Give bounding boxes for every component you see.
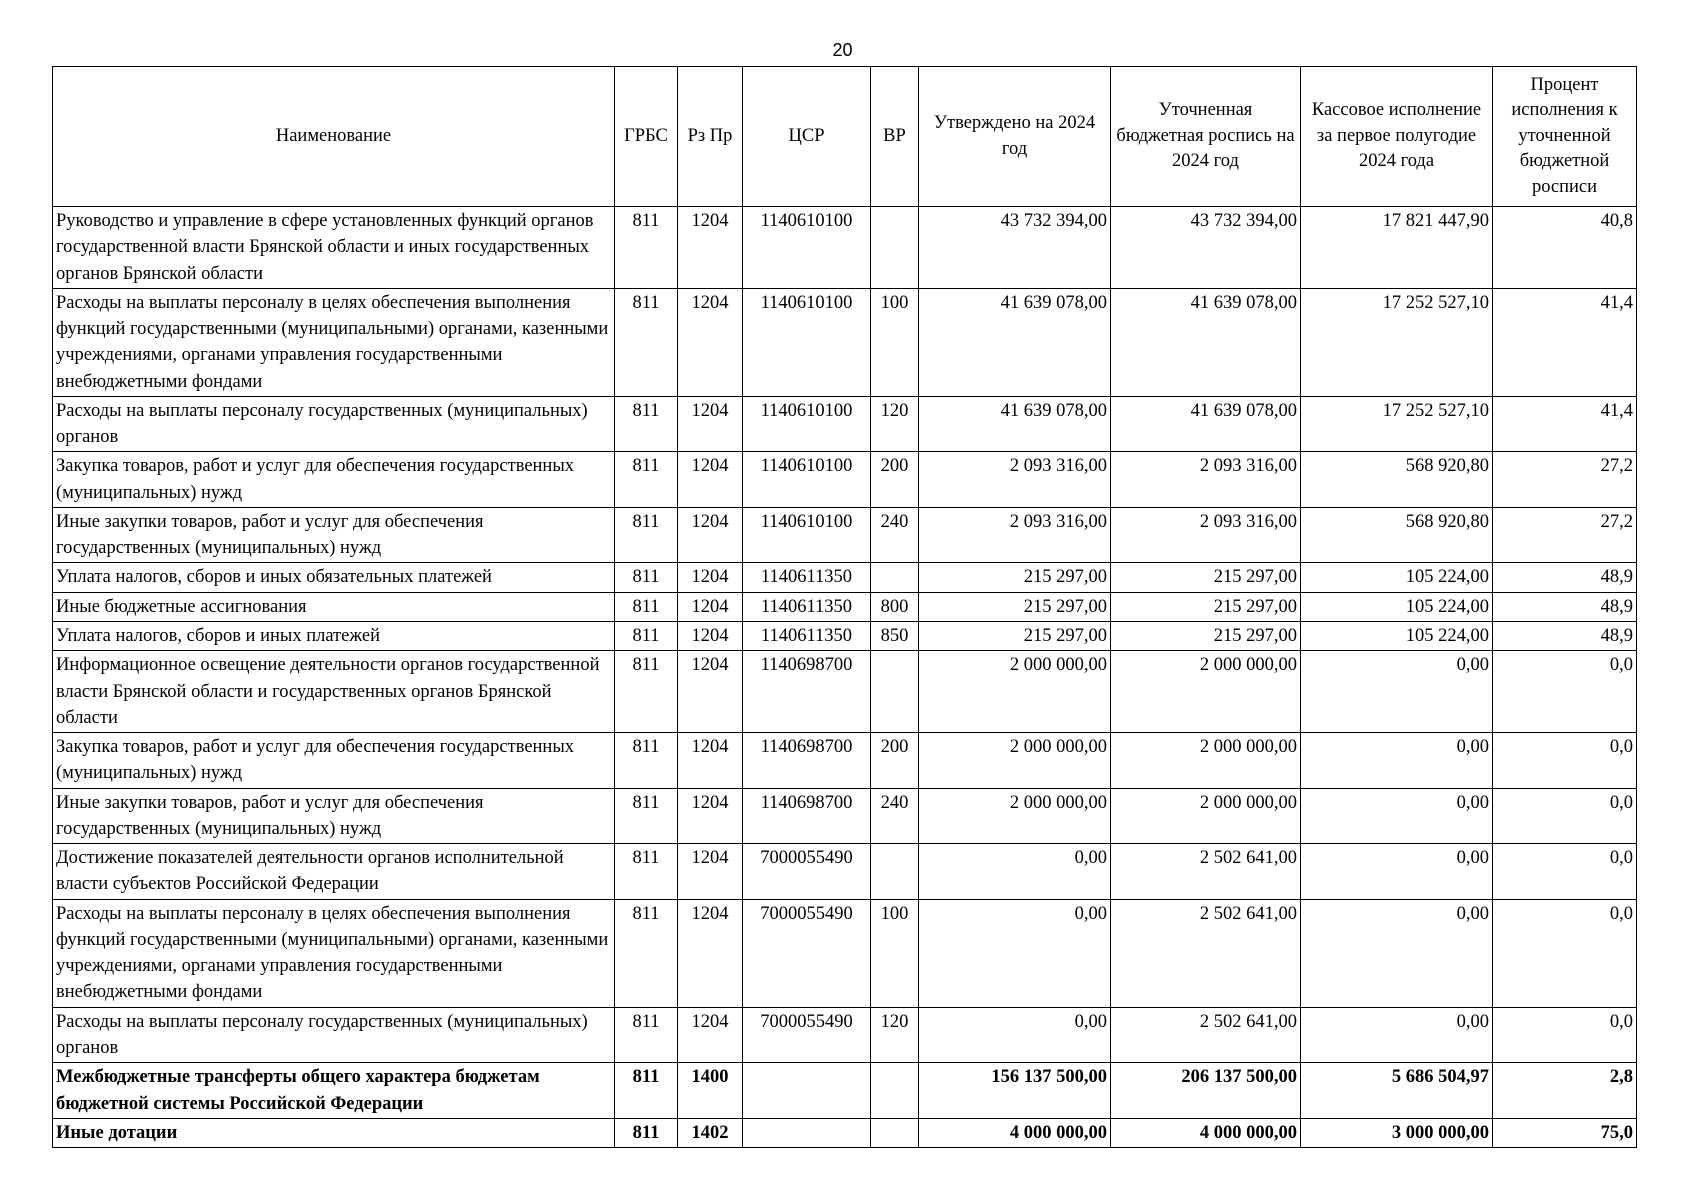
cell-grbs: 811 xyxy=(615,452,678,508)
cell-percent: 0,0 xyxy=(1493,788,1637,844)
cell-cash: 5 686 504,97 xyxy=(1301,1063,1493,1119)
table-row xyxy=(53,207,1637,289)
cell-approved: 0,00 xyxy=(919,899,1111,1007)
cell-vr xyxy=(871,844,919,900)
cell-refined: 2 502 641,00 xyxy=(1111,899,1301,1007)
cell-cash: 0,00 xyxy=(1301,733,1493,789)
cell-grbs: 811 xyxy=(615,396,678,452)
cell-cash: 0,00 xyxy=(1301,651,1493,733)
header-refined: Уточненная бюджетная роспись на 2024 год xyxy=(1111,67,1301,207)
cell-cash: 568 920,80 xyxy=(1301,452,1493,508)
table-row xyxy=(53,288,1637,396)
cell-name: Расходы на выплаты персоналу государственных (муниципальных) органов xyxy=(53,1007,615,1063)
cell-refined: 2 093 316,00 xyxy=(1111,507,1301,563)
cell-cash: 568 920,80 xyxy=(1301,507,1493,563)
table-row xyxy=(53,396,1637,452)
cell-approved: 2 000 000,00 xyxy=(919,733,1111,789)
cell-vr: 100 xyxy=(871,288,919,396)
cell-name: Иные дотации xyxy=(53,1118,615,1147)
cell-vr: 200 xyxy=(871,733,919,789)
cell-grbs: 811 xyxy=(615,1063,678,1119)
cell-approved: 215 297,00 xyxy=(919,563,1111,592)
cell-grbs: 811 xyxy=(615,733,678,789)
header-name: Наименование xyxy=(53,67,615,207)
cell-name: Уплата налогов, сборов и иных обязательных платежей xyxy=(53,563,615,592)
header-rzpr: Рз Пр xyxy=(678,67,743,207)
cell-rzpr: 1204 xyxy=(678,733,743,789)
cell-cash: 105 224,00 xyxy=(1301,621,1493,650)
cell-name: Руководство и управление в сфере установленных функций органов государственной власти Брянской области и иных государственных органов Брянской области xyxy=(53,207,615,289)
cell-name: Иные закупки товаров, работ и услуг для обеспечения государственных (муниципальных) нужд xyxy=(53,507,615,563)
cell-refined: 2 000 000,00 xyxy=(1111,788,1301,844)
cell-percent: 41,4 xyxy=(1493,396,1637,452)
cell-vr: 850 xyxy=(871,621,919,650)
cell-percent: 0,0 xyxy=(1493,899,1637,1007)
header-cash: Кассовое исполнение за первое полугодие 2024 года xyxy=(1301,67,1493,207)
cell-cash: 0,00 xyxy=(1301,899,1493,1007)
cell-vr: 240 xyxy=(871,788,919,844)
cell-refined: 2 093 316,00 xyxy=(1111,452,1301,508)
cell-name: Уплата налогов, сборов и иных платежей xyxy=(53,621,615,650)
cell-rzpr: 1204 xyxy=(678,452,743,508)
cell-grbs: 811 xyxy=(615,651,678,733)
cell-csr: 1140698700 xyxy=(743,733,871,789)
cell-approved: 4 000 000,00 xyxy=(919,1118,1111,1147)
cell-csr: 1140610100 xyxy=(743,288,871,396)
cell-percent: 27,2 xyxy=(1493,507,1637,563)
budget-table xyxy=(52,66,1637,1148)
cell-cash: 0,00 xyxy=(1301,844,1493,900)
cell-percent: 0,0 xyxy=(1493,1007,1637,1063)
cell-csr: 7000055490 xyxy=(743,844,871,900)
cell-csr xyxy=(743,1118,871,1147)
cell-percent: 48,9 xyxy=(1493,621,1637,650)
cell-refined: 2 502 641,00 xyxy=(1111,844,1301,900)
cell-name: Расходы на выплаты персоналу в целях обеспечения выполнения функций государственными (муниципальными) органами, казенными учреждениями, органами управления государственными внебюджетными фондами xyxy=(53,288,615,396)
cell-rzpr: 1204 xyxy=(678,563,743,592)
cell-percent: 75,0 xyxy=(1493,1118,1637,1147)
table-row xyxy=(53,733,1637,789)
cell-name: Расходы на выплаты персоналу в целях обеспечения выполнения функций государственными (муниципальными) органами, казенными учреждениями, органами управления государственными внебюджетными фондами xyxy=(53,899,615,1007)
cell-rzpr: 1204 xyxy=(678,1007,743,1063)
cell-approved: 0,00 xyxy=(919,844,1111,900)
cell-name: Иные бюджетные ассигнования xyxy=(53,592,615,621)
cell-csr: 1140610100 xyxy=(743,507,871,563)
cell-name: Закупка товаров, работ и услуг для обеспечения государственных (муниципальных) нужд xyxy=(53,452,615,508)
cell-rzpr: 1204 xyxy=(678,899,743,1007)
table-row xyxy=(53,651,1637,733)
table-row xyxy=(53,507,1637,563)
cell-cash: 105 224,00 xyxy=(1301,563,1493,592)
cell-name: Иные закупки товаров, работ и услуг для обеспечения государственных (муниципальных) нужд xyxy=(53,788,615,844)
cell-percent: 48,9 xyxy=(1493,592,1637,621)
cell-grbs: 811 xyxy=(615,563,678,592)
cell-percent: 0,0 xyxy=(1493,733,1637,789)
cell-grbs: 811 xyxy=(615,844,678,900)
cell-name: Закупка товаров, работ и услуг для обеспечения государственных (муниципальных) нужд xyxy=(53,733,615,789)
cell-approved: 41 639 078,00 xyxy=(919,396,1111,452)
table-row xyxy=(53,621,1637,650)
cell-rzpr: 1402 xyxy=(678,1118,743,1147)
cell-approved: 215 297,00 xyxy=(919,592,1111,621)
cell-rzpr: 1204 xyxy=(678,651,743,733)
cell-grbs: 811 xyxy=(615,207,678,289)
cell-cash: 105 224,00 xyxy=(1301,592,1493,621)
page-number: 20 xyxy=(832,40,853,60)
header-percent: Процент исполнения к уточненной бюджетной росписи xyxy=(1493,67,1637,207)
cell-rzpr: 1204 xyxy=(678,207,743,289)
table-row xyxy=(53,563,1637,592)
cell-approved: 2 000 000,00 xyxy=(919,788,1111,844)
cell-grbs: 811 xyxy=(615,788,678,844)
cell-csr: 1140611350 xyxy=(743,563,871,592)
cell-approved: 156 137 500,00 xyxy=(919,1063,1111,1119)
cell-approved: 0,00 xyxy=(919,1007,1111,1063)
cell-csr: 1140698700 xyxy=(743,788,871,844)
cell-percent: 41,4 xyxy=(1493,288,1637,396)
cell-vr: 800 xyxy=(871,592,919,621)
cell-grbs: 811 xyxy=(615,1007,678,1063)
cell-percent: 0,0 xyxy=(1493,844,1637,900)
cell-vr xyxy=(871,651,919,733)
cell-vr: 100 xyxy=(871,899,919,1007)
cell-vr: 200 xyxy=(871,452,919,508)
cell-rzpr: 1204 xyxy=(678,592,743,621)
cell-approved: 2 093 316,00 xyxy=(919,452,1111,508)
table-row xyxy=(53,1118,1637,1147)
cell-grbs: 811 xyxy=(615,899,678,1007)
cell-vr xyxy=(871,1118,919,1147)
cell-grbs: 811 xyxy=(615,288,678,396)
table-row xyxy=(53,844,1637,900)
cell-percent: 48,9 xyxy=(1493,563,1637,592)
cell-name: Информационное освещение деятельности органов государственной власти Брянской области и государственных органов Брянской области xyxy=(53,651,615,733)
cell-grbs: 811 xyxy=(615,592,678,621)
cell-refined: 206 137 500,00 xyxy=(1111,1063,1301,1119)
cell-percent: 40,8 xyxy=(1493,207,1637,289)
cell-refined: 4 000 000,00 xyxy=(1111,1118,1301,1147)
cell-percent: 2,8 xyxy=(1493,1063,1637,1119)
table-row xyxy=(53,1063,1637,1119)
cell-vr: 120 xyxy=(871,396,919,452)
cell-vr xyxy=(871,207,919,289)
cell-rzpr: 1204 xyxy=(678,507,743,563)
cell-csr: 1140611350 xyxy=(743,621,871,650)
cell-approved: 2 093 316,00 xyxy=(919,507,1111,563)
cell-csr: 1140610100 xyxy=(743,207,871,289)
cell-approved: 41 639 078,00 xyxy=(919,288,1111,396)
cell-cash: 3 000 000,00 xyxy=(1301,1118,1493,1147)
cell-approved: 2 000 000,00 xyxy=(919,651,1111,733)
cell-cash: 17 821 447,90 xyxy=(1301,207,1493,289)
header-vr: ВР xyxy=(871,67,919,207)
cell-rzpr: 1400 xyxy=(678,1063,743,1119)
cell-percent: 27,2 xyxy=(1493,452,1637,508)
cell-percent: 0,0 xyxy=(1493,651,1637,733)
table-body xyxy=(53,207,1637,1148)
cell-cash: 17 252 527,10 xyxy=(1301,396,1493,452)
cell-csr: 7000055490 xyxy=(743,1007,871,1063)
cell-name: Расходы на выплаты персоналу государственных (муниципальных) органов xyxy=(53,396,615,452)
cell-cash: 0,00 xyxy=(1301,1007,1493,1063)
cell-vr xyxy=(871,1063,919,1119)
cell-refined: 41 639 078,00 xyxy=(1111,288,1301,396)
cell-csr: 1140698700 xyxy=(743,651,871,733)
cell-name: Межбюджетные трансферты общего характера бюджетам бюджетной системы Российской Федерации xyxy=(53,1063,615,1119)
cell-csr: 1140611350 xyxy=(743,592,871,621)
cell-vr xyxy=(871,563,919,592)
cell-approved: 43 732 394,00 xyxy=(919,207,1111,289)
cell-rzpr: 1204 xyxy=(678,396,743,452)
cell-csr: 7000055490 xyxy=(743,899,871,1007)
cell-vr: 120 xyxy=(871,1007,919,1063)
cell-grbs: 811 xyxy=(615,507,678,563)
table-row xyxy=(53,592,1637,621)
cell-name: Достижение показателей деятельности органов исполнительной власти субъектов Российской Федерации xyxy=(53,844,615,900)
header-approved: Утверждено на 2024 год xyxy=(919,67,1111,207)
table-row xyxy=(53,788,1637,844)
cell-rzpr: 1204 xyxy=(678,288,743,396)
cell-csr: 1140610100 xyxy=(743,452,871,508)
cell-cash: 0,00 xyxy=(1301,788,1493,844)
header-grbs: ГРБС xyxy=(615,67,678,207)
cell-rzpr: 1204 xyxy=(678,621,743,650)
table-header-row xyxy=(53,67,1637,207)
cell-csr: 1140610100 xyxy=(743,396,871,452)
cell-refined: 2 000 000,00 xyxy=(1111,733,1301,789)
cell-grbs: 811 xyxy=(615,1118,678,1147)
cell-refined: 2 502 641,00 xyxy=(1111,1007,1301,1063)
cell-rzpr: 1204 xyxy=(678,788,743,844)
cell-refined: 215 297,00 xyxy=(1111,592,1301,621)
cell-vr: 240 xyxy=(871,507,919,563)
table-row xyxy=(53,452,1637,508)
cell-refined: 215 297,00 xyxy=(1111,621,1301,650)
table-row xyxy=(53,1007,1637,1063)
cell-refined: 41 639 078,00 xyxy=(1111,396,1301,452)
table-row xyxy=(53,899,1637,1007)
cell-refined: 2 000 000,00 xyxy=(1111,651,1301,733)
cell-cash: 17 252 527,10 xyxy=(1301,288,1493,396)
header-csr: ЦСР xyxy=(743,67,871,207)
cell-approved: 215 297,00 xyxy=(919,621,1111,650)
cell-refined: 215 297,00 xyxy=(1111,563,1301,592)
cell-grbs: 811 xyxy=(615,621,678,650)
cell-refined: 43 732 394,00 xyxy=(1111,207,1301,289)
cell-rzpr: 1204 xyxy=(678,844,743,900)
cell-csr xyxy=(743,1063,871,1119)
